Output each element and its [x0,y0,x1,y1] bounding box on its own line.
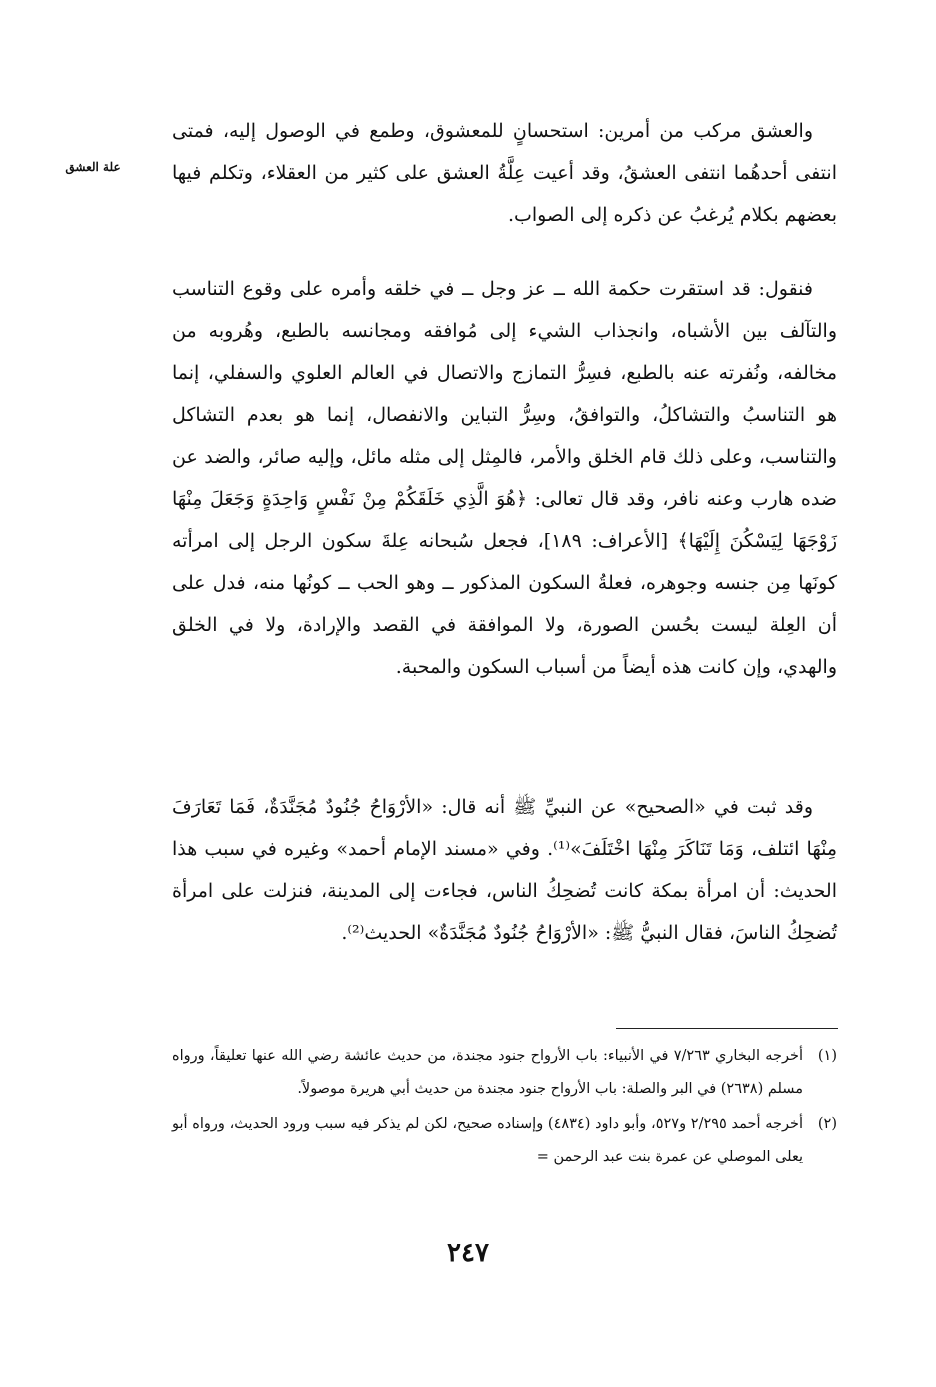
paragraph-2-block [172,268,837,688]
paragraph-3-block [172,786,837,954]
paragraph: وقد ثبت في «الصحيح» عن النبيِّ ﷺ أنه قال: «الأرْوَاحُ جُنُودٌ مُجَنَّدَةٌ، فَمَا تَعَارَفَ مِنْهَا ائتلف، وَمَا تَنَاكَرَ مِنْهَا اخْتَلَفَ»⁽¹⁾. وفي «مسند الإمام أحمد» وغيره في سبب هذا الحديث: أن امرأة بمكة كانت تُضحِكُ الناس، فجاءت إلى المدينة، فنزلت على امرأة تُضحِكُ الناسَ، فقال النبيُّ ﷺ: «الأرْوَاحُ جُنُودٌ مُجَنَّدَةٌ» الحديث⁽²⁾. [172,796,837,944]
footnote-text: أخرجه البخاري ٧/٢٦٣ في الأنبياء: باب الأرواح جنود مجندة، من حديث عائشة رضي الله عنها تعليقاً، ورواه مسلم (٢٦٣٨) في البر والصلة: باب الأرواح جنود مجندة من حديث أبي هريرة موصولاً. [172,1048,803,1097]
paragraph: والعشق مركب من أمرين: استحسانٍ للمعشوق، وطمع في الوصول إليه، فمتى انتفى أحدهُما انتفى العشقُ، وقد أعيت عِلَّةُ العشق على كثير من العقلاء، وتكلم فيها بعضهم بكلام يُرغبُ عن ذكره إلى الصواب. [172,120,837,226]
footnote [172,1108,837,1174]
footnote-number: (٢) [817,1116,837,1132]
footnotes [172,1040,837,1176]
paragraph: فنقول: قد استقرت حكمة الله ــ عز وجل ــ في خلقه وأمره على وقوع التناسب والتآلف بين الأشباه، وانجذاب الشيء إلى مُوافقه ومجانسه بالطبع، وهُروبه من مخالفه، ونُفرته عنه بالطبع، فسِرُّ التمازج والاتصال في العالم العلوي والسفلي، إنما هو التناسبُ والتشاكلُ، والتوافقُ، وسِرُّ التباين والانفصال، إنما هو بعدم التشاكل والتناسب، وعلى ذلك قام الخلق والأمر، فالمِثل إلى مثله مائل، وإليه صائر، والضد عن ضده هارب وعنه نافر، وقد قال تعالى: ﴿هُوَ الَّذِي خَلَقَكُمْ مِنْ نَفْسٍ وَاحِدَةٍ وَجَعَلَ مِنْهَا زَوْجَهَا لِيَسْكُنَ إِلَيْهَا﴾ [الأعراف: ١٨٩]، فجعل سُبحانه عِلةَ سكون الرجل إلى امرأته كونَها مِن جنسه وجوهره، فعلةُ السكون المذكور ــ وهو الحب ــ كونُها منه، فدل على أن العِلة ليست بحُسن الصورة، ولا الموافقة في القصد والإرادة، ولا في الخلق والهدي، وإن كانت هذه أيضاً من أسباب السكون والمحبة. [172,278,838,678]
paragraph-1-block [172,110,837,236]
margin-heading: علة العشق [65,160,121,174]
footnote-text: أخرجه أحمد ٢/٢٩٥ و٥٢٧، وأبو داود (٤٨٣٤) وإسناده صحيح، لكن لم يذكر فيه سبب ورود الحديث، ورواه أبو يعلى الموصلي عن عمرة بنت عبد الرحمن = [172,1116,803,1165]
footnote-divider [616,1028,838,1029]
footnote-number: (١) [817,1048,837,1064]
footnote [172,1040,837,1106]
page-number: ٢٤٧ [447,1238,489,1268]
